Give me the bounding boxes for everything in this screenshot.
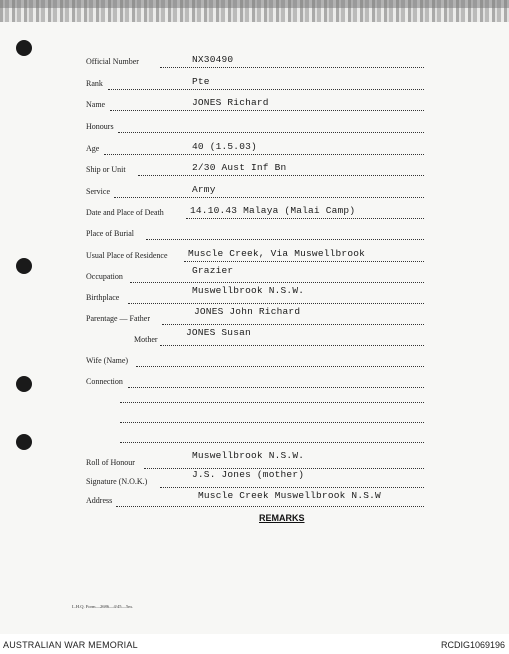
footer-archive-name: AUSTRALIAN WAR MEMORIAL xyxy=(3,640,138,650)
burial-label: Place of Burial xyxy=(86,229,134,238)
ship-or-unit-value: 2/30 Aust Inf Bn xyxy=(192,162,287,173)
residence-value: Muscle Creek, Via Muswellbrook xyxy=(188,248,366,259)
occupation-label: Occupation xyxy=(86,272,123,281)
roll-of-honour-label: Roll of Honour xyxy=(86,458,135,467)
address-label: Address xyxy=(86,496,113,505)
address-value: Muscle Creek Muswellbrook N.S.W xyxy=(198,490,381,501)
signature-line xyxy=(160,487,424,488)
official-number-line xyxy=(160,67,424,68)
service-line xyxy=(114,197,424,198)
ship-or-unit-label: Ship or Unit xyxy=(86,165,126,174)
burial-line xyxy=(146,239,424,240)
archive-footer xyxy=(0,634,509,654)
honours-label: Honours xyxy=(86,122,114,131)
signature-value: J.S. Jones (mother) xyxy=(192,469,305,480)
mother-value: JONES Susan xyxy=(186,327,251,338)
ship-or-unit-line xyxy=(138,175,424,176)
name-label: Name xyxy=(86,100,106,109)
birthplace-value: Muswellbrook N.S.W. xyxy=(192,285,305,296)
connection-line-2 xyxy=(120,402,424,403)
occupation-line xyxy=(130,282,424,283)
official-number-label: Official Number xyxy=(86,57,139,66)
connection-line-4 xyxy=(120,442,424,443)
wife-line xyxy=(136,366,424,367)
birthplace-line xyxy=(128,303,424,304)
residence-line xyxy=(184,261,424,262)
connection-line-3 xyxy=(120,422,424,423)
official-number-value: NX30490 xyxy=(192,54,234,65)
death-label: Date and Place of Death xyxy=(86,208,164,217)
death-line xyxy=(186,218,424,219)
address-line xyxy=(116,506,424,507)
name-value: JONES Richard xyxy=(192,97,269,108)
connection-line xyxy=(128,387,424,388)
rank-line xyxy=(108,89,424,90)
connection-label: Connection xyxy=(86,377,123,386)
scan-edge-band xyxy=(0,0,509,8)
punch-hole xyxy=(16,258,32,274)
form-print-reference: L.H.Q. Form—2686—4/45—5m. xyxy=(72,604,133,609)
father-label: Parentage — Father xyxy=(86,314,150,323)
father-line xyxy=(162,324,424,325)
age-line xyxy=(104,154,424,155)
age-value: 40 (1.5.03) xyxy=(192,141,257,152)
rank-value: Pte xyxy=(192,76,210,87)
honours-line xyxy=(118,132,424,133)
age-label: Age xyxy=(86,144,100,153)
punch-hole xyxy=(16,40,32,56)
mother-line xyxy=(160,345,424,346)
mother-label: Mother xyxy=(134,335,158,344)
rank-label: Rank xyxy=(86,79,103,88)
death-value: 14.10.43 Malaya (Malai Camp) xyxy=(190,205,356,216)
signature-label: Signature (N.O.K.) xyxy=(86,477,148,486)
occupation-value: Grazier xyxy=(192,265,234,276)
service-value: Army xyxy=(192,184,216,195)
wife-label: Wife (Name) xyxy=(86,356,129,365)
footer-record-id: RCDIG1069196 xyxy=(440,640,505,650)
father-value: JONES John Richard xyxy=(194,306,301,317)
punch-hole xyxy=(16,434,32,450)
name-line xyxy=(110,110,424,111)
remarks-heading: REMARKS xyxy=(259,513,305,523)
roll-of-honour-value: Muswellbrook N.S.W. xyxy=(192,450,305,461)
service-label: Service xyxy=(86,187,110,196)
punch-hole xyxy=(16,376,32,392)
residence-label: Usual Place of Residence xyxy=(86,251,168,260)
birthplace-label: Birthplace xyxy=(86,293,120,302)
